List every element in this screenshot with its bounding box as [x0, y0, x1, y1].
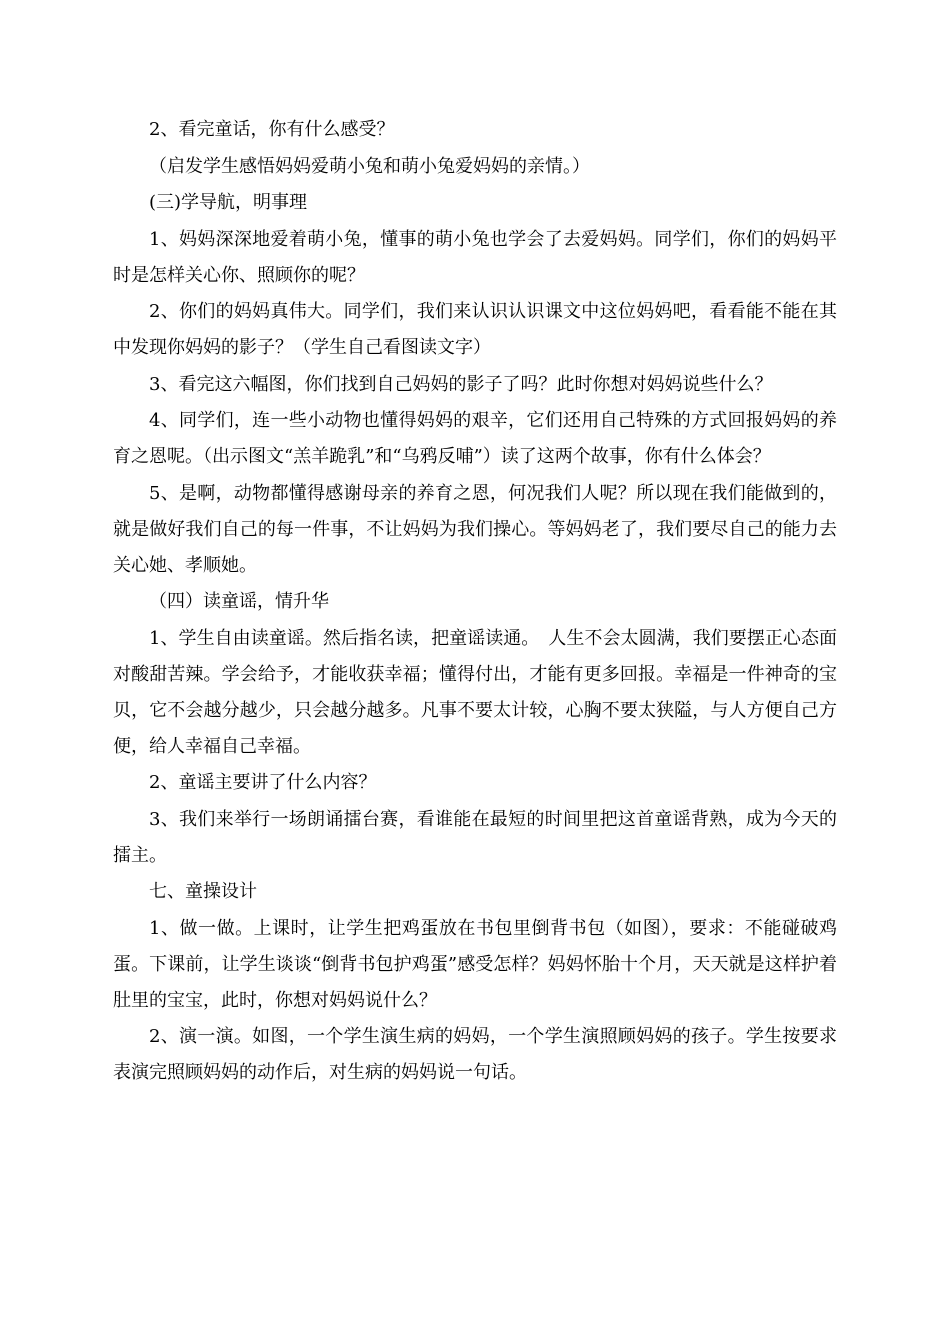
section-heading: (三)学导航，明事理: [149, 192, 308, 213]
paragraph: 4、同学们，连一些小动物也懂得妈妈的艰辛，它们还用自己特殊的方式回报妈妈的养育之恩呢。（出示图文“羔羊跪乳”和“乌鸦反哺”）读了这两个故事，你有什么体会？: [113, 410, 837, 467]
paragraph: （启发学生感悟妈妈爱萌小兔和萌小兔爱妈妈的亲情。）: [149, 155, 590, 177]
section-heading: 七、童操设计: [149, 881, 257, 902]
paragraph: 5、是啊，动物都懂得感谢母亲的养育之恩，何况我们人呢？所以现在我们能做到的，就是做好我们自己的每一件事，不让妈妈为我们操心。等妈妈老了，我们要尽自己的能力去关心她、孝顺她。: [113, 482, 837, 576]
paragraph: 2、演一演。如图，一个学生演生病的妈妈，一个学生演照顾妈妈的孩子。学生按要求表演完照顾妈妈的动作后，对生病的妈妈说一句话。: [113, 1026, 837, 1083]
paragraph: 3、我们来举行一场朗诵擂台赛，看谁能在最短的时间里把这首童谣背熟，成为今天的擂主。: [113, 808, 837, 866]
document-body: [113, 112, 837, 1092]
paragraph: 1、做一做。上课时，让学生把鸡蛋放在书包里倒背书包（如图），要求：不能碰破鸡蛋。下课前，让学生谈谈“倒背书包护鸡蛋”感受怎样？妈妈怀胎十个月，天天就是这样护着肚里的宝宝，此时，你想对妈妈说什么？: [113, 917, 837, 1011]
paragraph: 1、学生自由读童谣。然后指名读，把童谣读通。 人生不会太圆满，我们要摆正心态面对酸甜苦辣。学会给予，才能收获幸福；懂得付出，才能有更多回报。幸福是一件神奇的宝贝，它不会越分越少，只会越分越多。凡事不要太计较，心胸不要太狭隘，与人方便自己方便，给人幸福自己幸福。: [113, 627, 837, 757]
paragraph: 1、妈妈深深地爱着萌小兔，懂事的萌小兔也学会了去爱妈妈。同学们，你们的妈妈平时是怎样关心你、照顾你的呢？: [113, 228, 837, 286]
section-heading: （四）读童谣，情升华: [149, 591, 329, 612]
paragraph: 2、看完童话，你有什么感受？: [149, 119, 395, 140]
paragraph: 3、看完这六幅图，你们找到自己妈妈的影子了吗？此时你想对妈妈说些什么？: [149, 373, 773, 395]
paragraph: 2、童谣主要讲了什么内容？: [149, 772, 377, 793]
paragraph: 2、你们的妈妈真伟大。同学们，我们来认识认识课文中这位妈妈吧，看看能不能在其中发现你妈妈的影子？（学生自己看图读文字）: [113, 301, 837, 358]
